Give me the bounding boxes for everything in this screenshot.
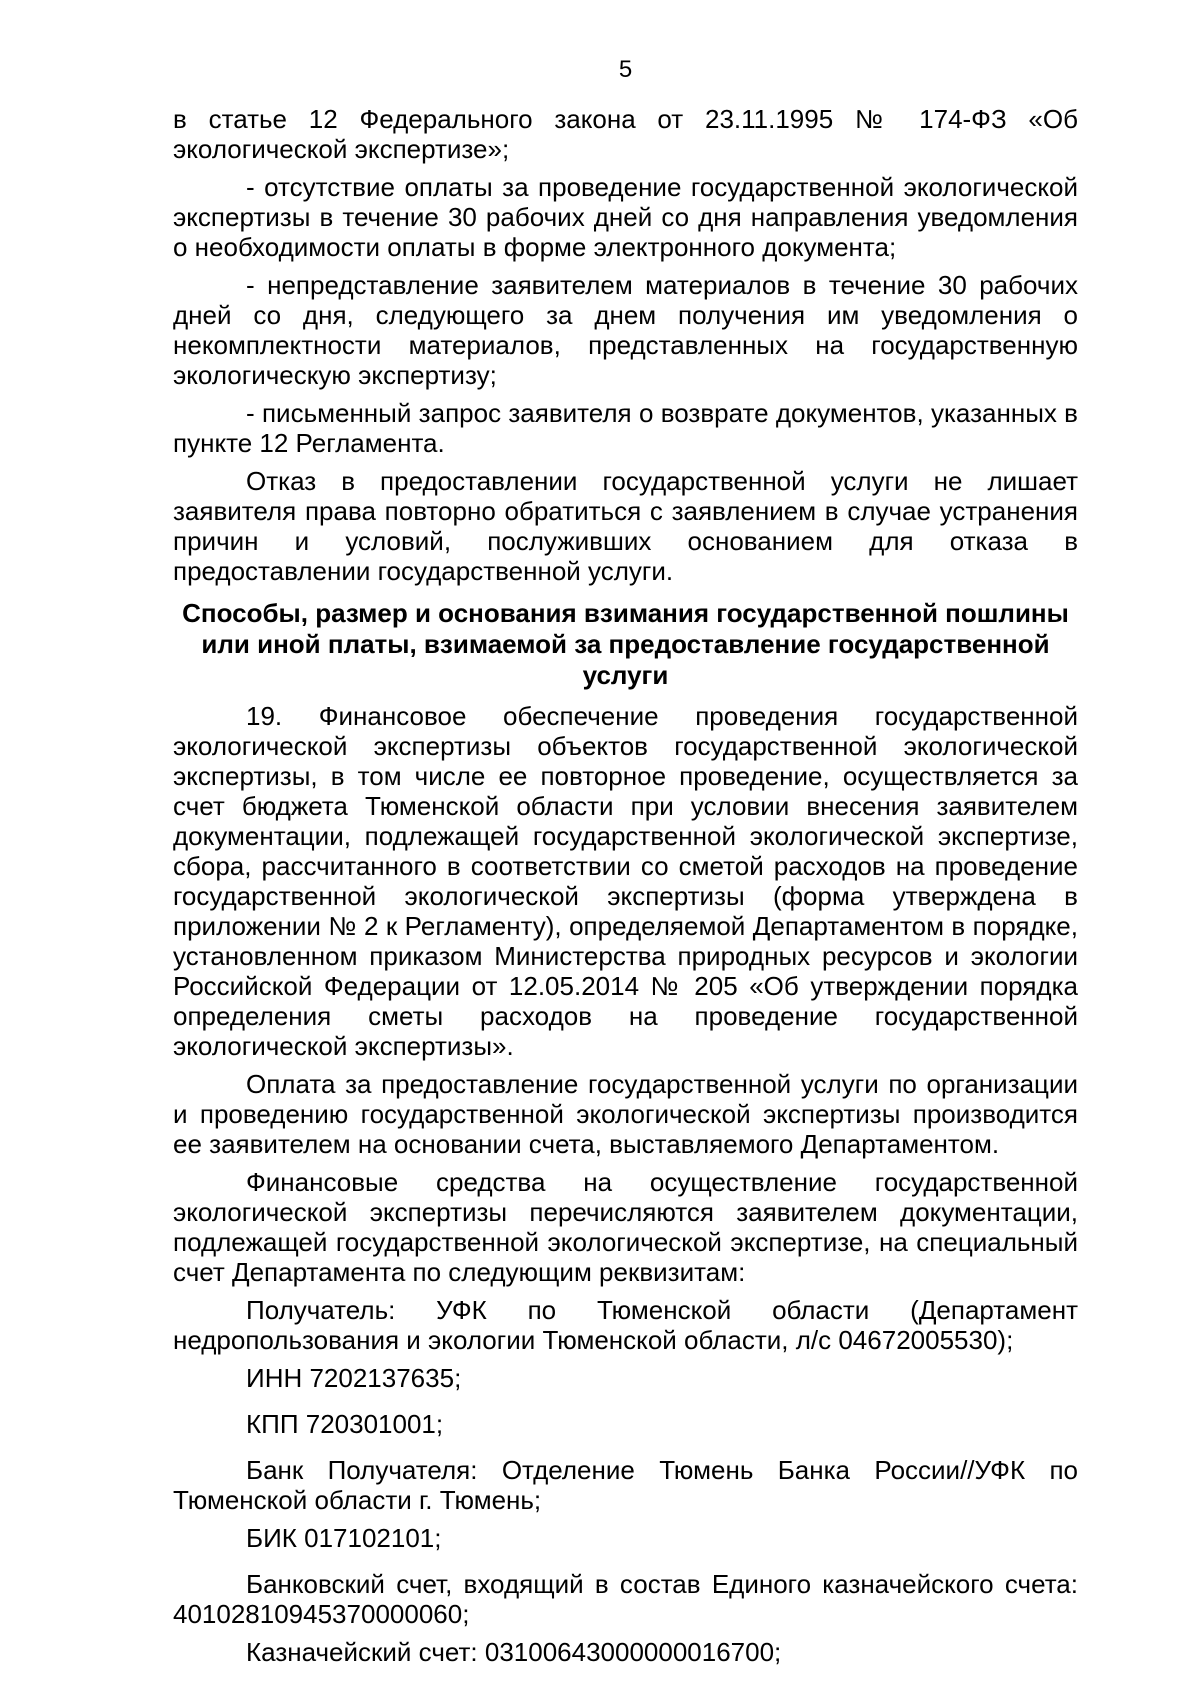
paragraph-funds-transfer: Финансовые средства на осуществление государственной экологической экспертизы перечисляются заявителем документации, подлежащей государственной экологической экспертизе, на специальный счет Департамента по следующим реквизитам: [173,1167,1078,1287]
requisite-recipient: Получатель: УФК по Тюменской области (Департамент недропользования и экологии Тюменской области, л/с 04672005530); [173,1295,1078,1355]
section-heading: Способы, размер и основания взимания государственной пошлины или иной платы, взимаемой за предоставление государственной услуги [182,598,1069,690]
page-number: 5 [618,56,633,83]
requisite-bank-account: Банковский счет, входящий в состав Единого казначейского счета: 40102810945370000060; [173,1569,1078,1629]
requisite-kpp: КПП 720301001; [246,1409,444,1439]
requisite-inn: ИНН 7202137635; [246,1363,462,1393]
paragraph-continuation: в статье 12 Федерального закона от 23.11.1995 № 174-ФЗ «Об экологической экспертизе»; [173,104,1078,164]
list-item-return-request: - письменный запрос заявителя о возврате документов, указанных в пункте 12 Регламента. [173,398,1078,458]
paragraph-item-19: 19. Финансовое обеспечение проведения государственной экологической экспертизы объектов государственной экологической экспертизы, в том числе ее повторное проведение, осуществляется за счет бюджета Тюменской области при условии внесения заявителем документации, подлежащей государственной экологической экспертизе, сбора, рассчитанного в соответствии со сметой расходов на проведение государственной экологической экспертизы (форма утверждена в приложении № 2 к Регламенту), определяемой Департаментом в порядке, установленном приказом Министерства природных ресурсов и экологии Российской Федерации от 12.05.2014 № 205 «Об утверждении порядка определения сметы расходов на проведение государственной экологической экспертизы». [173,701,1078,1061]
requisite-treasury-account: Казначейский счет: 03100643000000016700; [246,1637,782,1667]
paragraph-refusal-note: Отказ в предоставлении государственной услуги не лишает заявителя права повторно обратиться с заявлением в случае устранения причин и условий, послуживших основанием для отказа в предоставлении государственной услуги. [173,466,1078,586]
requisite-bik: БИК 017102101; [246,1523,442,1553]
paragraph-payment: Оплата за предоставление государственной услуги по организации и проведению государственной экологической экспертизы производится ее заявителем на основании счета, выставляемого Департаментом. [173,1069,1078,1159]
requisite-bank: Банк Получателя: Отделение Тюмень Банка России//УФК по Тюменской области г. Тюмень; [173,1455,1078,1515]
list-item-no-payment: - отсутствие оплаты за проведение государственной экологической экспертизы в течение 30 рабочих дней со дня направления уведомления о необходимости оплаты в форме электронного документа; [173,172,1078,262]
document-body [173,104,1078,1667]
list-item-missing-materials: - непредставление заявителем материалов в течение 30 рабочих дней со дня, следующего за днем получения им уведомления о некомплектности материалов, представленных на государственную экологическую экспертизу; [173,270,1078,390]
